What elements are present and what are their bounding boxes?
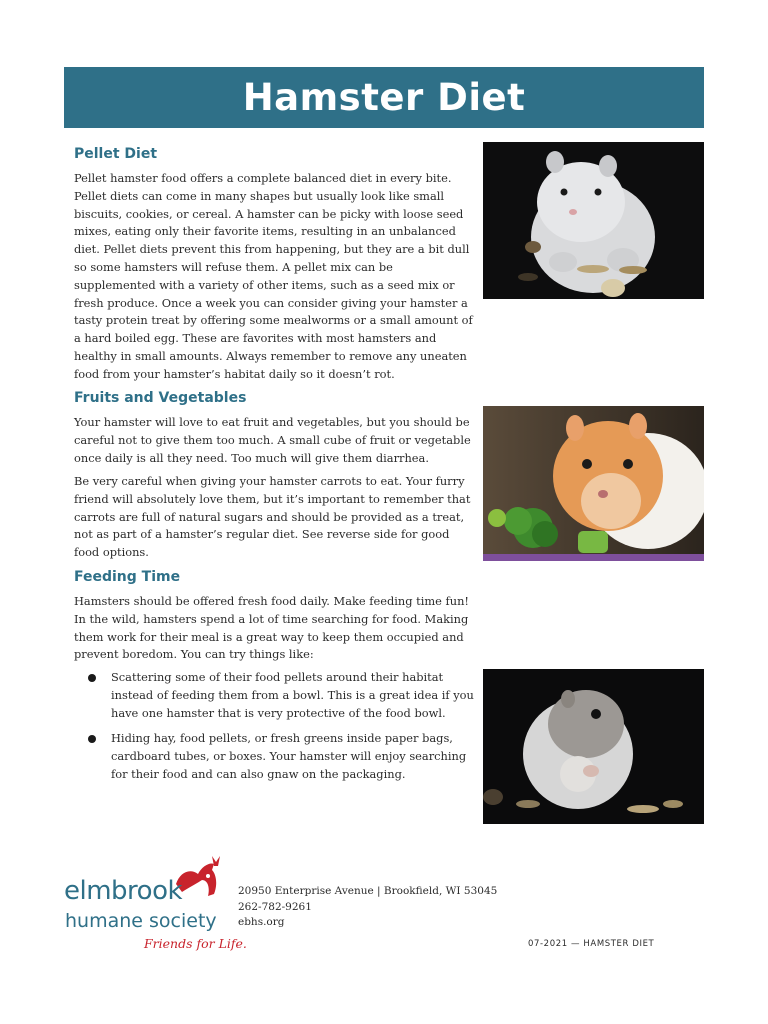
fruits-vegetables-text-2: Be very careful when giving your hamster carrots to eat. Your furry friend will absolutely love them, but it’s important to remember that carrots are full of natural sugars and should be provided as a treat, not as part of a hamster’s regular diet. See reverse side for good food options. <box>74 474 471 560</box>
white-hamster-photo <box>483 142 704 299</box>
logo-name-line2: humane society <box>65 910 217 932</box>
feeding-time-text: Hamsters should be offered fresh food daily. Make feeding time fun! In the wild, hamsters spend a lot of time searching for food. Making them work for their meal is a great way to keep them occupied and prevent boredom. You can try things like: <box>74 594 470 662</box>
bullet-icon <box>88 674 96 682</box>
elmbrook-logo <box>64 854 247 954</box>
website-link[interactable]: ebhs.org <box>238 916 285 928</box>
contact-info <box>238 884 497 931</box>
bullet-icon <box>88 735 96 743</box>
list-item <box>74 669 474 722</box>
orange-hamster-photo <box>483 406 704 561</box>
pellet-diet-text: Pellet hamster food offers a complete balanced diet in every bite. Pellet diets can come in many shapes but usually look like small biscuits, cookies, or cereal. A hamster can be picky with loose seed mixes, eating only their favorite items, resulting in an unbalanced diet. Pellet diets prevent this from happening, but they are a bit dull so some hamsters will refuse them. A pellet mix can be supplemented with a variety of other items, such as a seed mix or fresh produce. Once a week you can consider giving your hamster a tasty protein treat by offering some mealworms or a small amount of a hard boiled egg. These are favorites with most hamsters and healthy in small amounts. Always remember to remove any uneaten food from your hamster’s habitat daily so it doesn’t rot. <box>74 171 473 381</box>
list-item-text: Scattering some of their food pellets around their habitat instead of feeding them from a bowl. This is a great idea if you have one hamster that is very protective of the food bowl. <box>111 670 474 720</box>
address-text: 20950 Enterprise Avenue | Brookfield, WI 53045 <box>238 885 498 897</box>
page-title: Hamster Diet <box>64 67 704 128</box>
document-tag: 07-2021 — HAMSTER DIET <box>528 939 655 949</box>
logo-name-line1: elmbrook <box>64 876 183 906</box>
list-item-text: Hiding hay, food pellets, or fresh greens inside paper bags, cardboard tubes, or boxes. Your hamster will enjoy searching for their food and can also gnaw on the packaging. <box>111 731 467 781</box>
feeding-time-heading: Feeding Time <box>74 569 181 585</box>
feeding-ideas-list <box>74 669 474 792</box>
list-item <box>74 730 474 783</box>
fruits-vegetables-text-1: Your hamster will love to eat fruit and vegetables, but you should be careful not to give them too much. A small cube of fruit or vegetable once daily is all they need. Too much will give them diarrhea. <box>74 415 471 465</box>
gray-hamster-photo <box>483 669 704 824</box>
pellet-diet-heading: Pellet Diet <box>74 146 158 162</box>
logo-tagline: Friends for Life. <box>144 936 247 951</box>
phone-text: 262-782-9261 <box>238 900 312 913</box>
fruits-vegetables-heading: Fruits and Vegetables <box>74 390 247 406</box>
